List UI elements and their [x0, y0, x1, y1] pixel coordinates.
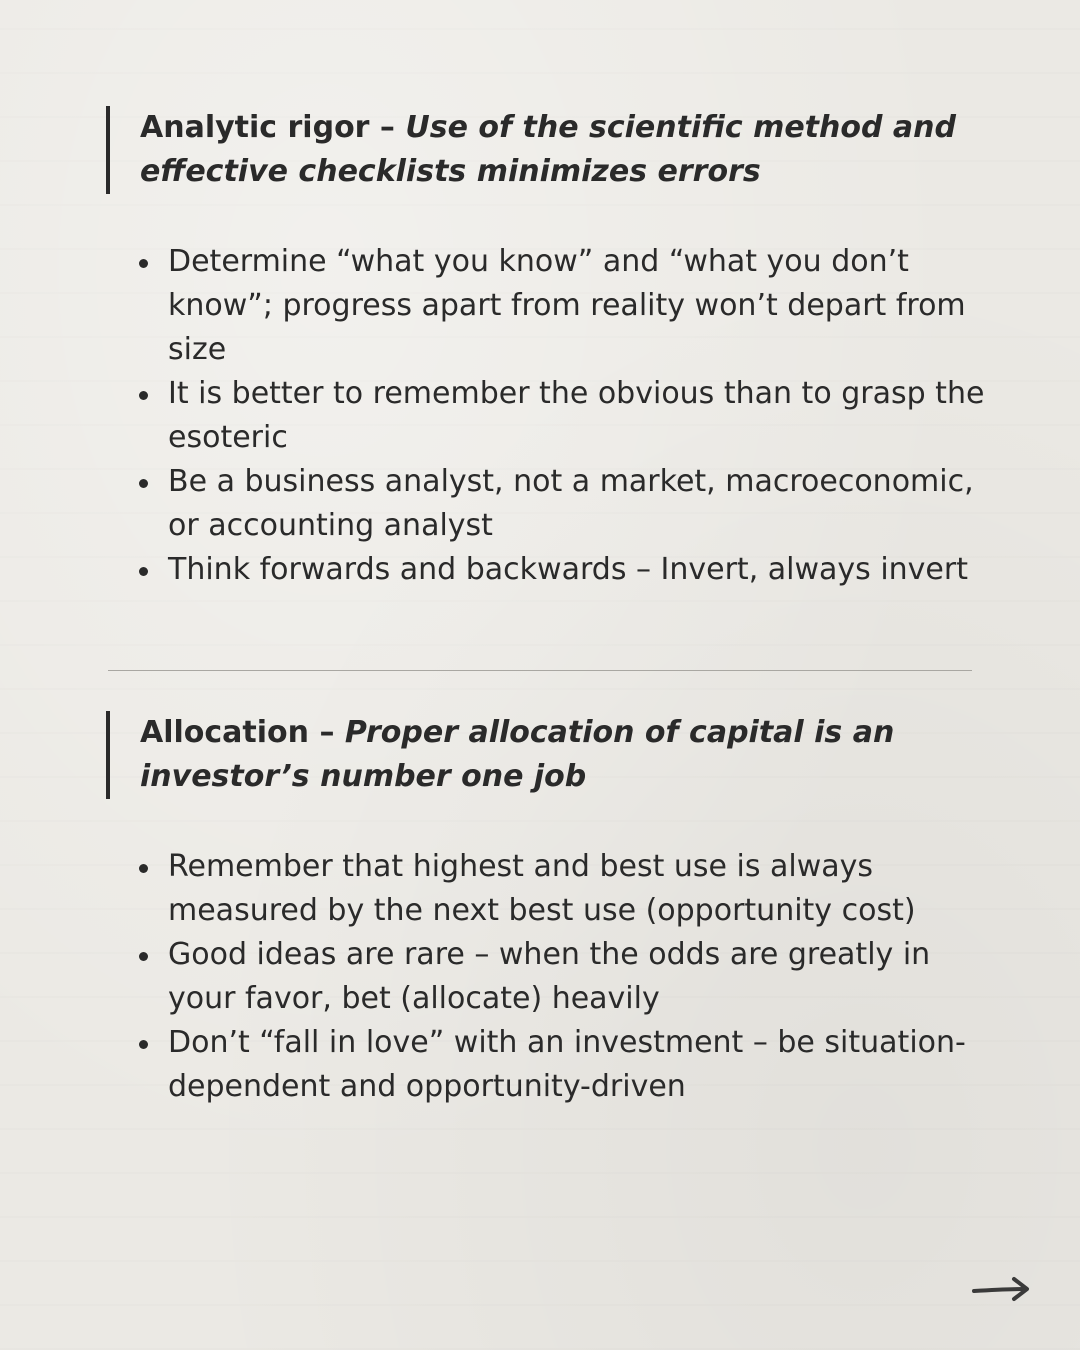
bullet-list	[106, 240, 986, 592]
list-item: It is better to remember the obvious than to grasp the esoteric	[168, 372, 986, 460]
list-item: Think forwards and backwards – Invert, always invert	[168, 548, 986, 592]
list-item: Determine “what you know” and “what you don’t know”; progress apart from reality won’t depart from size	[168, 240, 986, 372]
heading-term: Allocation	[140, 715, 310, 750]
heading-separator: –	[319, 715, 335, 750]
bullet-list	[106, 845, 986, 1109]
section-heading	[106, 711, 986, 799]
section-allocation	[106, 711, 986, 1109]
section-divider	[108, 670, 972, 671]
list-item: Don’t “fall in love” with an investment – be situation-dependent and opportunity-driven	[168, 1021, 986, 1109]
list-item: Good ideas are rare – when the odds are greatly in your favor, bet (allocate) heavily	[168, 933, 986, 1021]
heading-term: Analytic rigor	[140, 110, 370, 145]
heading-description: Proper allocation of capital is an investor’s number one job	[140, 715, 895, 794]
list-item: Be a business analyst, not a market, macroeconomic, or accounting analyst	[168, 460, 986, 548]
section-heading	[106, 106, 986, 194]
section-analytic-rigor	[106, 106, 986, 592]
arrow-right-icon[interactable]	[970, 1274, 1032, 1306]
heading-separator: –	[379, 110, 395, 145]
arrow-right-icon-graphic	[970, 1274, 1032, 1306]
list-item: Remember that highest and best use is always measured by the next best use (opportunity cost)	[168, 845, 986, 933]
heading-description: Use of the scientific method and effective checklists minimizes errors	[140, 110, 956, 189]
